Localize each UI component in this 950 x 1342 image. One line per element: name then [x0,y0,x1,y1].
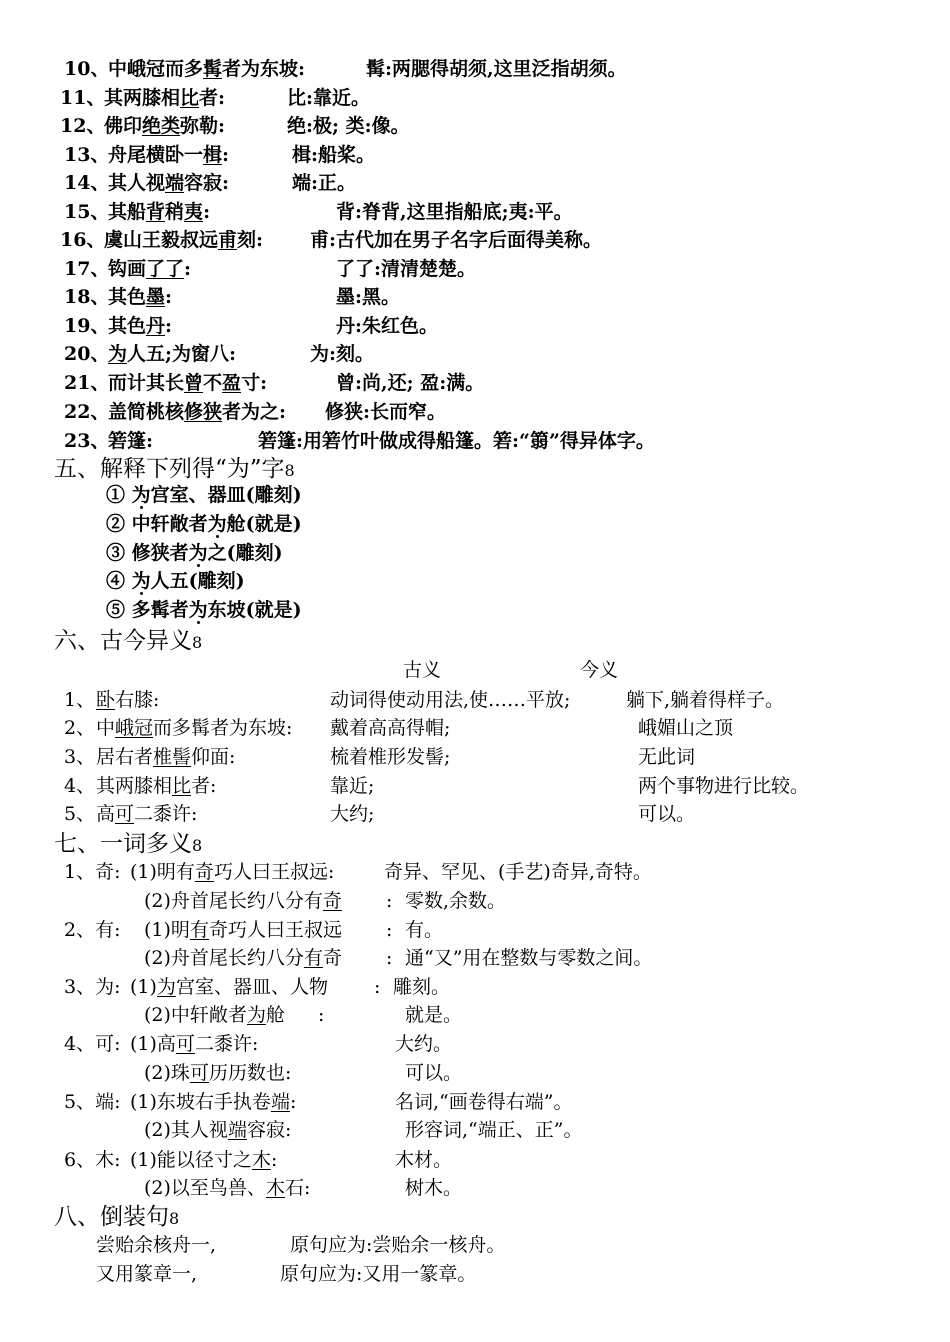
polysemy-row: (2)中轩敞者为舱 : 就是。 [144,1004,463,1026]
note-line-20: 20、 为人五;为窗八: 为:刻。 [64,343,375,365]
note-line-17: 17、 钩画了了: 了了:清清楚楚。 [64,258,477,280]
section-8-heading: 八、倒装句8 [54,1204,180,1230]
polysemy-row: (2)珠可历历数也: 可以。 [144,1062,463,1084]
note-line-16: 16、 虞山王毅叔远甫刻: 甫:古代加在男子名字后面得美称。 [60,229,603,251]
polysemy-row: (2)以至鸟兽、木石: 树木。 [144,1177,463,1199]
column-headers [0,656,950,685]
section-6-heading: 六、古今异义8 [54,628,203,654]
polysemy-row: (2)舟首尾长约八分有奇 : 零数,余数。 [144,890,507,912]
section-7-heading: 七、一词多义8 [54,831,203,857]
polysemy-row: (2)舟首尾长约八分有奇 : 通“又”用在整数与零数之间。 [144,947,653,969]
polysemy-row: 3、为: (1)为宫室、器皿、人物 : 雕刻。 [64,976,451,998]
polysemy-row: 6、木: (1)能以径寸之木: 木材。 [64,1149,453,1171]
note-line-21: 21、 而计其长曾不盈寸: 曾:尚,还; 盈:满。 [64,372,485,394]
section-5-heading: 五、解释下列得“为”字8 [54,456,295,482]
inversion-row-1: 尝贻余核舟一, 原句应为:尝贻余一核舟。 [96,1234,506,1256]
note-line-15: 15、 其船背稍夷: 背:脊背,这里指船底;夷:平。 [64,201,573,223]
note-line-14: 14、 其人视端容寂: 端:正。 [64,172,357,194]
gujin-row-3: 3、 居右者椎髻仰面: 梳着椎形发髻; 无此词 [64,746,696,768]
polysemy-row: 1、奇: (1)明有奇巧人曰王叔远: 奇异、罕见、(手艺)奇异,奇特。 [64,861,652,883]
wei-item-5: ⑤ 多髯者为东坡(就是) [106,599,302,621]
note-line-22: 22、 盖简桃核修狭者为之: 修狭:长而窄。 [64,401,447,423]
polysemy-row: 2、有: (1)明有奇巧人曰王叔远 : 有。 [64,919,444,941]
note-line-10: 10、 中峨冠而多髯者为东坡: 髯:两腮得胡须,这里泛指胡须。 [64,58,627,80]
gujin-row-2: 2、 中峨冠而多髯者为东坡: 戴着高高得帽; 峨媚山之顶 [64,717,734,739]
inversion-row-2: 又用篆章一, 原句应为:又用一篆章。 [96,1263,477,1285]
wei-item-2: ② 中轩敞者为舱(就是) [106,513,302,535]
col-modern: 今义 [580,659,619,681]
gujin-row-5: 5、 高可二黍许: 大约; 可以。 [64,803,696,825]
gujin-row-4: 4、 其两膝相比者: 靠近; 两个事物进行比较。 [64,775,810,797]
note-line-18: 18、 其色墨: 墨:黑。 [64,286,401,308]
note-line-19: 19、 其色丹: 丹:朱红色。 [64,315,439,337]
polysemy-row: 5、端: (1)东坡右手执卷端: 名词,“画卷得右端”。 [64,1091,573,1113]
polysemy-row: 4、可: (1)高可二黍许: 大约。 [64,1033,453,1055]
wei-item-1: ① 为宫室、器皿(雕刻) [106,484,302,506]
note-line-13: 13、 舟尾横卧一楫: 楫:船桨。 [64,144,376,166]
polysemy-row: (2)其人视端容寂: 形容词,“端正、正”。 [144,1119,583,1141]
wei-item-3: ③ 修狭者为之(雕刻) [106,542,283,564]
gujin-row-1: 1、 卧右膝: 动词得使动用法,使……平放; 躺下,躺着得样子。 [64,689,785,711]
col-ancient: 古义 [403,659,442,681]
note-line-11: 11、 其两膝相比者: 比:靠近。 [60,87,371,109]
note-line-12: 12、 佛印绝类弥勒: 绝:极; 类:像。 [60,115,410,137]
wei-item-4: ④ 为人五(雕刻) [106,570,245,592]
note-line-23: 23、 箬篷: 箬篷:用箬竹叶做成得船篷。箬:“篛”得异体字。 [64,430,655,452]
